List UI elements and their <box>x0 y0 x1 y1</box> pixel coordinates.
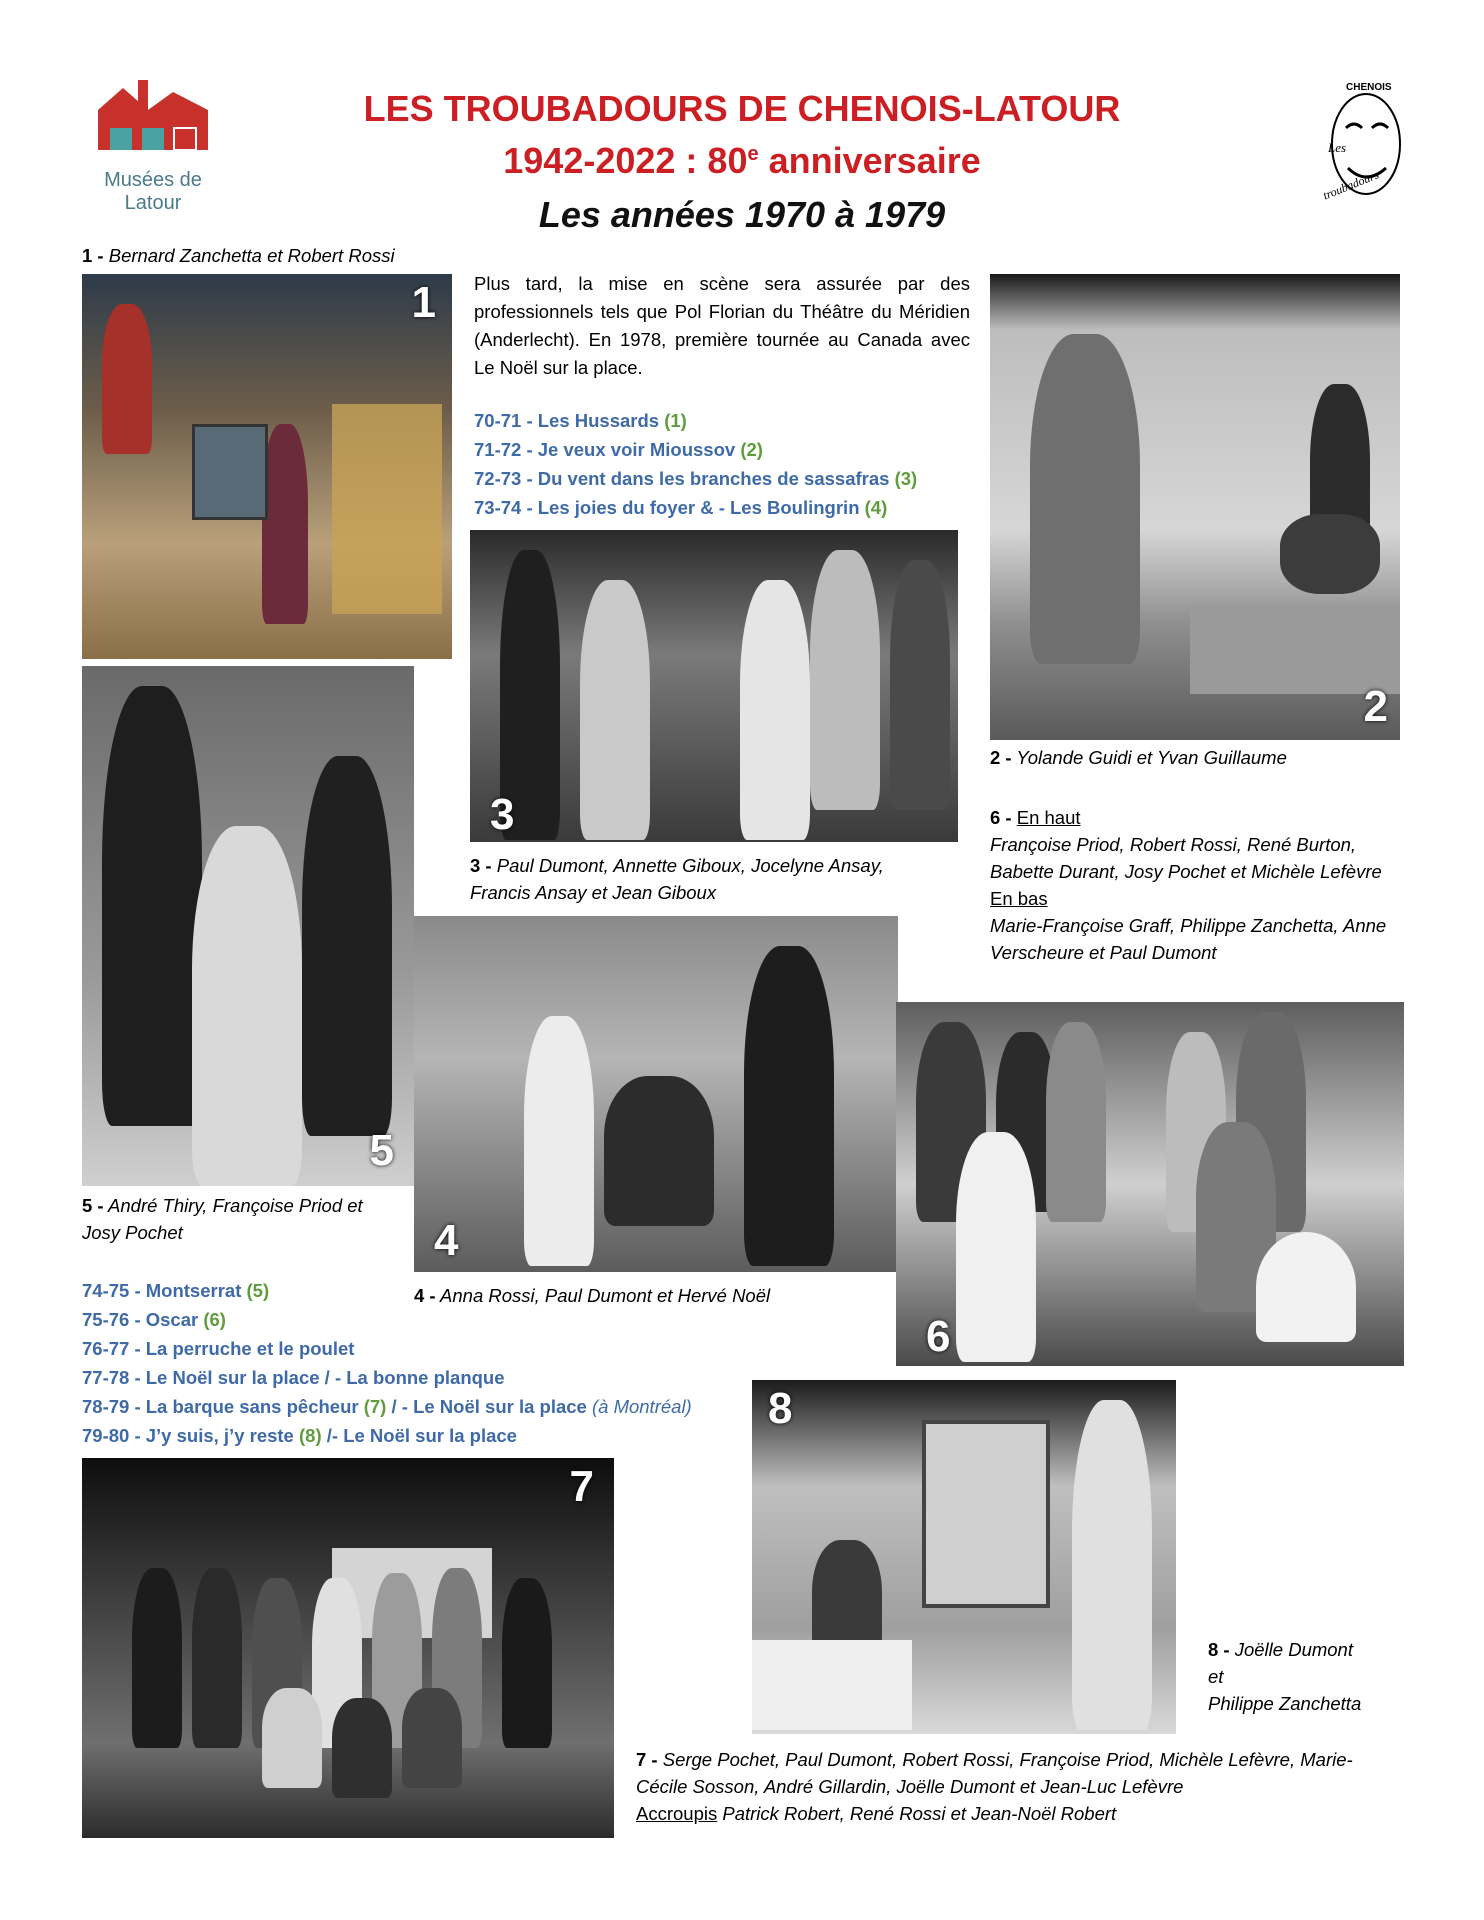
play-78-79: 78-79 - La barque sans pêcheur (7) / - Le Noël sur la place (à Montréal) <box>82 1396 692 1417</box>
photo-6-number: 6 <box>926 1312 951 1361</box>
caption-6-bottom-label: En bas <box>990 888 1048 909</box>
title-line2-years: 1942-2022 : 80 <box>503 140 748 181</box>
photo-4 <box>414 916 898 1272</box>
play-79-80: 79-80 - J’y suis, j’y reste (8) /- Le Noël sur la place <box>82 1425 517 1446</box>
play-77-78: 77-78 - Le Noël sur la place / - La bonne planque <box>82 1367 505 1388</box>
title-line3: Les années 1970 à 1979 <box>538 194 946 235</box>
title-line1: LES TROUBADOURS DE CHENOIS-LATOUR <box>363 88 1121 129</box>
photo-2-number: 2 <box>1363 682 1388 731</box>
musees-logo-text: Musées de Latour <box>104 169 202 214</box>
logo-text-script: troubadours <box>1320 167 1381 203</box>
play-70-71: 70-71 - Les Hussards (1) <box>474 410 687 431</box>
troubadours-logo <box>1318 78 1418 206</box>
play-71-72: 71-72 - Je veux voir Mioussov (2) <box>474 439 763 460</box>
caption-7: 7 - Serge Pochet, Paul Dumont, Robert Rossi, Françoise Priod, Michèle Lefèvre, Marie-Cécile Sosson, André Gillardin, Joëlle Dumont et Jean-Luc Lefèvre Accroupis Patrick Robert, René Rossi et Jean-Noël Robert <box>636 1749 1353 1824</box>
caption-7-label: Accroupis <box>636 1803 718 1824</box>
caption-6-top: Françoise Priod, Robert Rossi, René Burton, Babette Durant, Josy Pochet et Michèle Lefèvre <box>990 834 1382 882</box>
photo-5-number: 5 <box>369 1126 394 1175</box>
photo-3 <box>470 530 958 842</box>
photo-7-number: 7 <box>569 1462 594 1511</box>
title-line2-anniv: anniversaire <box>758 140 981 181</box>
play-76-77: 76-77 - La perruche et le poulet <box>82 1338 355 1359</box>
theatre-mask-icon <box>1318 78 1418 206</box>
plays-list-top <box>474 406 994 522</box>
logo-text-chenois: CHENOIS <box>1346 82 1392 93</box>
photo-3-number: 3 <box>490 790 515 839</box>
title-line2-sup: e <box>747 143 759 165</box>
title-line2 <box>0 140 1484 182</box>
logo-text-les: Les <box>1328 140 1347 155</box>
caption-6-top-label: En haut <box>1016 807 1081 828</box>
photo-8-number: 8 <box>768 1384 793 1433</box>
caption-3: 3 - Paul Dumont, Annette Giboux, Jocelyne Ansay, Francis Ansay et Jean Giboux <box>470 855 884 903</box>
caption-5: 5 - André Thiry, Françoise Priod et Josy Pochet <box>82 1195 363 1243</box>
play-74-75: 74-75 - Montserrat (5) <box>82 1280 270 1301</box>
caption-1 <box>82 242 462 269</box>
photo-6 <box>896 1002 1404 1366</box>
photo-8 <box>752 1380 1176 1734</box>
photo-7 <box>82 1458 614 1838</box>
play-72-73: 72-73 - Du vent dans les branches de sassafras (3) <box>474 468 918 489</box>
intro-paragraph: Plus tard, la mise en scène sera assurée par des professionnels tels que Pol Florian du Théâtre du Méridien (Anderlecht). En 1978, première tournée au Canada avec Le Noël sur la place. <box>474 273 970 378</box>
play-75-76: 75-76 - Oscar (6) <box>82 1309 226 1330</box>
photo-2 <box>990 274 1400 740</box>
caption-6: 6 - En haut Françoise Priod, Robert Rossi, René Burton, Babette Durant, Josy Pochet et Michèle Lefèvre En bas Marie-Françoise Graff, Philippe Zanchetta, Anne Verscheure et Paul Dumont <box>990 804 1390 966</box>
photo-5 <box>82 666 414 1186</box>
photo-1 <box>82 274 452 659</box>
caption-8: 8 - Joëlle Dumont et Philippe Zanchetta <box>1208 1639 1362 1714</box>
play-73-74: 73-74 - Les joies du foyer & - Les Boulingrin (4) <box>474 497 888 518</box>
caption-6-bottom: Marie-Françoise Graff, Philippe Zanchetta, Anne Verscheure et Paul Dumont <box>990 915 1387 963</box>
caption-4: 4 - Anna Rossi, Paul Dumont et Hervé Noël <box>414 1285 771 1306</box>
photo-4-number: 4 <box>434 1216 459 1265</box>
caption-1-text: Bernard Zanchetta et Robert Rossi <box>103 245 395 266</box>
caption-2: 2 - Yolande Guidi et Yvan Guillaume <box>990 747 1287 768</box>
photo-1-number: 1 <box>411 278 436 327</box>
plays-list-bottom <box>82 1276 742 1450</box>
caption-1-num: 1 - <box>82 245 104 266</box>
